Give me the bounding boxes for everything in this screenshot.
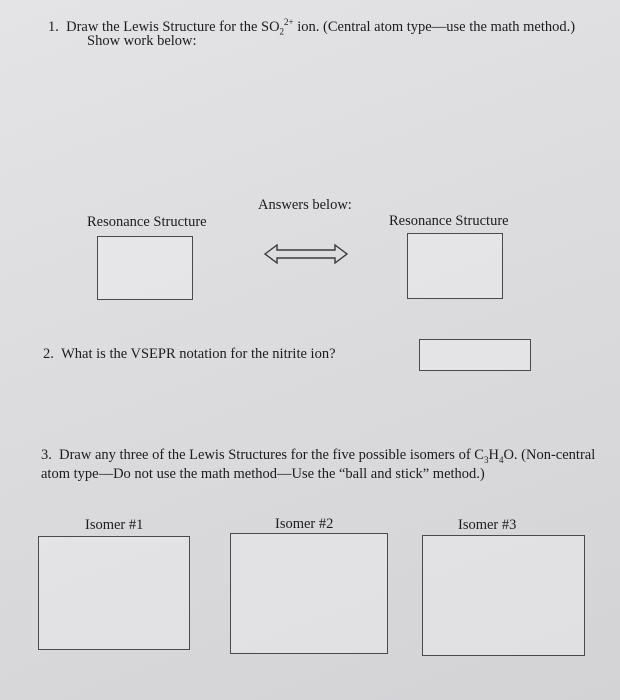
isomer-1-box[interactable] — [38, 536, 190, 650]
resonance-right-label: Resonance Structure — [389, 213, 509, 229]
q1-number: 1. — [48, 18, 59, 35]
q2-number: 2. — [43, 346, 54, 362]
q3-number: 3. — [41, 447, 52, 463]
double-arrow-icon — [261, 242, 351, 266]
resonance-right-box[interactable] — [407, 233, 503, 299]
q3-text-a: Draw any three of the Lewis Structures for the five possible isomers of C — [59, 447, 484, 463]
resonance-left-box[interactable] — [97, 236, 193, 300]
q2-answer-box[interactable] — [419, 339, 531, 371]
q1-text-a: Draw the Lewis Structure for the SO — [66, 18, 280, 35]
q3-h: H — [488, 447, 499, 463]
q2-text: What is the VSEPR notation for the nitrite ion? — [61, 346, 336, 362]
q2-line — [43, 346, 336, 363]
q3-h-sub: 4 — [498, 454, 504, 465]
isomer-2-label: Isomer #2 — [275, 516, 334, 532]
resonance-left-label: Resonance Structure — [87, 214, 207, 230]
isomer-3-box[interactable] — [422, 535, 585, 656]
q1-formula-sub: 2 — [279, 26, 285, 37]
q3-line2: atom type—Do not use the math method—Use the “ball and stick” method.) — [41, 466, 485, 482]
answers-label: Answers below: — [258, 197, 352, 213]
isomer-3-label: Isomer #3 — [458, 517, 517, 533]
q1-line2: Show work below: — [87, 33, 197, 49]
isomer-1-label: Isomer #1 — [85, 517, 144, 533]
q1-text-b: ion. (Central atom type—use the math method.) — [293, 18, 576, 35]
q3-c-sub: 3 — [483, 454, 489, 465]
q3-text-b: O. (Non-central — [503, 447, 596, 463]
q1-formula-sup: 2+ — [284, 17, 294, 27]
isomer-2-box[interactable] — [230, 533, 388, 654]
